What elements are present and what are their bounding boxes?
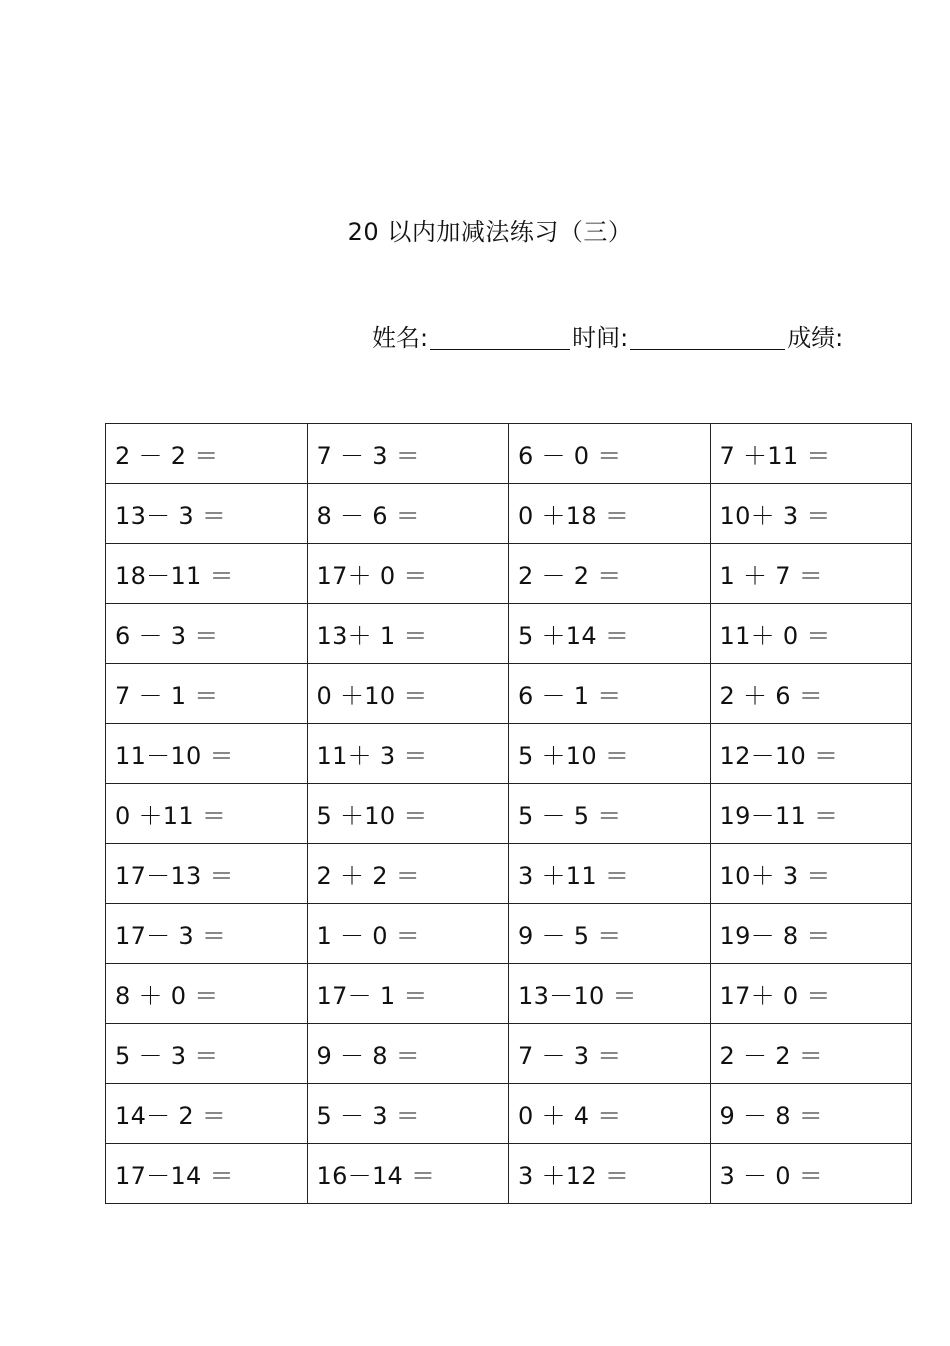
exercise-problem: 9 － 8 ＝	[710, 1084, 912, 1144]
exercise-row	[106, 484, 912, 544]
exercise-problem: 3 － 0 ＝	[710, 1144, 912, 1204]
exercise-problem: 17－13 ＝	[106, 844, 308, 904]
exercise-row	[106, 1024, 912, 1084]
exercise-problem: 13－10 ＝	[509, 964, 711, 1024]
exercise-row	[106, 724, 912, 784]
exercise-row	[106, 604, 912, 664]
exercise-problem: 11＋ 0 ＝	[710, 604, 912, 664]
exercise-problem: 13－ 3 ＝	[106, 484, 308, 544]
exercise-problem: 5 ＋10 ＝	[509, 724, 711, 784]
exercise-row	[106, 1144, 912, 1204]
student-info-line	[372, 318, 843, 354]
exercise-problem: 10＋ 3 ＝	[710, 484, 912, 544]
exercise-problem: 17－ 3 ＝	[106, 904, 308, 964]
exercise-problem: 9 － 5 ＝	[509, 904, 711, 964]
exercise-problem: 1 ＋ 7 ＝	[710, 544, 912, 604]
name-label: 姓名:	[372, 324, 429, 352]
exercise-problem: 16－14 ＝	[307, 1144, 509, 1204]
exercise-row	[106, 784, 912, 844]
exercise-problem: 19－ 8 ＝	[710, 904, 912, 964]
score-label: 成绩:	[787, 324, 844, 352]
exercise-problem: 6 － 0 ＝	[509, 424, 711, 484]
exercise-problem: 2 － 2 ＝	[710, 1024, 912, 1084]
exercise-problem: 2 ＋ 2 ＝	[307, 844, 509, 904]
exercise-problem: 0 ＋18 ＝	[509, 484, 711, 544]
exercise-problem: 5 － 5 ＝	[509, 784, 711, 844]
exercise-problem: 7 ＋11 ＝	[710, 424, 912, 484]
exercise-row	[106, 424, 912, 484]
exercise-problem: 3 ＋11 ＝	[509, 844, 711, 904]
exercise-problem: 2 ＋ 6 ＝	[710, 664, 912, 724]
exercise-row	[106, 904, 912, 964]
name-blank[interactable]	[430, 327, 570, 350]
exercise-problem: 17＋ 0 ＝	[307, 544, 509, 604]
exercise-problem: 2 － 2 ＝	[509, 544, 711, 604]
exercise-problem: 14－ 2 ＝	[106, 1084, 308, 1144]
exercise-table-body	[106, 424, 912, 1204]
exercise-row	[106, 964, 912, 1024]
exercise-table	[105, 423, 912, 1204]
exercise-problem: 6 － 3 ＝	[106, 604, 308, 664]
exercise-problem: 7 － 3 ＝	[509, 1024, 711, 1084]
exercise-problem: 5 ＋10 ＝	[307, 784, 509, 844]
exercise-problem: 7 － 1 ＝	[106, 664, 308, 724]
exercise-problem: 18－11 ＝	[106, 544, 308, 604]
exercise-problem: 2 － 2 ＝	[106, 424, 308, 484]
exercise-problem: 17＋ 0 ＝	[710, 964, 912, 1024]
exercise-problem: 5 － 3 ＝	[106, 1024, 308, 1084]
exercise-problem: 0 ＋11 ＝	[106, 784, 308, 844]
exercise-problem: 10＋ 3 ＝	[710, 844, 912, 904]
exercise-problem: 8 ＋ 0 ＝	[106, 964, 308, 1024]
exercise-problem: 19－11 ＝	[710, 784, 912, 844]
exercise-problem: 9 － 8 ＝	[307, 1024, 509, 1084]
exercise-problem: 0 ＋ 4 ＝	[509, 1084, 711, 1144]
exercise-problem: 11＋ 3 ＝	[307, 724, 509, 784]
exercise-problem: 5 ＋14 ＝	[509, 604, 711, 664]
exercise-problem: 13＋ 1 ＝	[307, 604, 509, 664]
exercise-problem: 11－10 ＝	[106, 724, 308, 784]
exercise-problem: 12－10 ＝	[710, 724, 912, 784]
exercise-problem: 0 ＋10 ＝	[307, 664, 509, 724]
exercise-problem: 1 － 0 ＝	[307, 904, 509, 964]
exercise-problem: 8 － 6 ＝	[307, 484, 509, 544]
exercise-problem: 17－14 ＝	[106, 1144, 308, 1204]
exercise-row	[106, 664, 912, 724]
exercise-problem: 17－ 1 ＝	[307, 964, 509, 1024]
time-label: 时间:	[572, 324, 629, 352]
exercise-problem: 3 ＋12 ＝	[509, 1144, 711, 1204]
exercise-row	[106, 844, 912, 904]
page-title: 20 以内加减法练习（三）	[347, 218, 633, 246]
exercise-problem: 6 － 1 ＝	[509, 664, 711, 724]
time-blank[interactable]	[630, 327, 785, 350]
exercise-problem: 5 － 3 ＝	[307, 1084, 509, 1144]
exercise-problem: 7 － 3 ＝	[307, 424, 509, 484]
exercise-row	[106, 544, 912, 604]
exercise-row	[106, 1084, 912, 1144]
